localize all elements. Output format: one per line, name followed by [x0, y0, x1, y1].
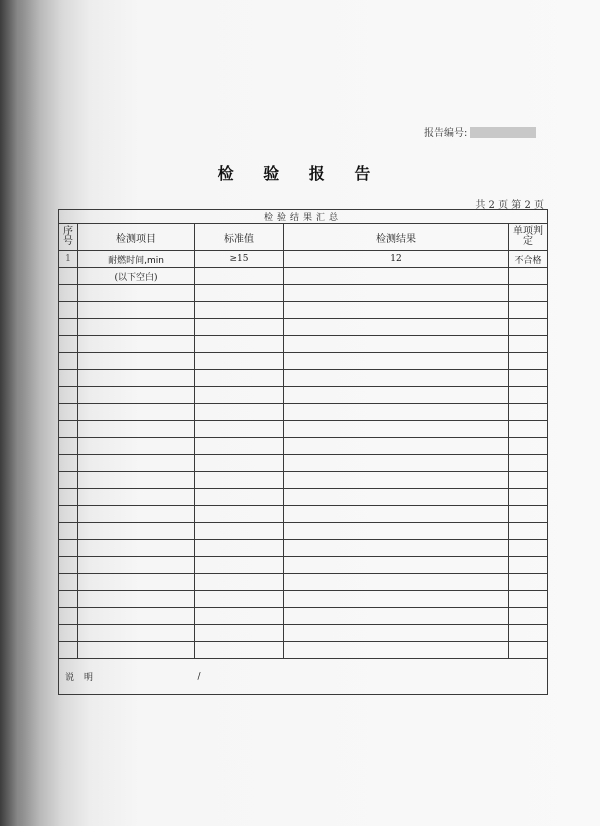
cell-index	[59, 268, 78, 285]
summary-title: 检验结果汇总	[59, 210, 548, 224]
cell-standard	[195, 268, 284, 285]
report-number	[424, 124, 536, 139]
cell-empty	[78, 404, 195, 421]
cell-empty	[509, 438, 548, 455]
col-result-header: 检测结果	[284, 224, 509, 251]
cell-empty	[59, 523, 78, 540]
cell-empty	[284, 438, 509, 455]
cell-empty	[59, 642, 78, 659]
cell-empty	[284, 642, 509, 659]
cell-empty	[284, 608, 509, 625]
cell-empty	[509, 489, 548, 506]
cell-empty	[195, 540, 284, 557]
cell-empty	[284, 472, 509, 489]
cell-empty	[78, 523, 195, 540]
cell-empty	[78, 336, 195, 353]
cell-empty	[284, 557, 509, 574]
cell-empty	[509, 472, 548, 489]
cell-empty	[78, 302, 195, 319]
cell-empty	[59, 455, 78, 472]
cell-empty	[59, 608, 78, 625]
cell-empty	[195, 438, 284, 455]
cell-empty	[59, 387, 78, 404]
table-body	[59, 251, 548, 695]
cell-empty	[59, 438, 78, 455]
col-index-header: 序号	[59, 224, 78, 251]
report-title: 检 验 报 告	[217, 164, 383, 183]
cell-empty	[509, 506, 548, 523]
cell-empty	[195, 455, 284, 472]
cell-empty	[284, 387, 509, 404]
cell-empty	[509, 591, 548, 608]
cell-empty	[78, 285, 195, 302]
cell-empty	[59, 302, 78, 319]
cell-empty	[195, 642, 284, 659]
table-row-empty	[59, 472, 548, 489]
cell-empty	[509, 642, 548, 659]
cell-empty	[195, 370, 284, 387]
cell-empty	[284, 489, 509, 506]
cell-empty	[195, 353, 284, 370]
cell-empty	[59, 370, 78, 387]
cell-empty	[59, 353, 78, 370]
table-row-empty	[59, 302, 548, 319]
cell-empty	[509, 574, 548, 591]
cell-empty	[509, 302, 548, 319]
table-row-empty	[59, 625, 548, 642]
cell-empty	[195, 472, 284, 489]
cell-empty	[195, 319, 284, 336]
cell-empty	[195, 557, 284, 574]
table-row-empty	[59, 421, 548, 438]
col-verdict-header: 单项判定	[509, 224, 548, 251]
table-row-empty	[59, 506, 548, 523]
table-row-empty	[59, 557, 548, 574]
cell-empty	[284, 353, 509, 370]
cell-empty	[78, 506, 195, 523]
cell-empty	[284, 319, 509, 336]
cell-empty	[59, 285, 78, 302]
binding-spine	[0, 0, 18, 826]
cell-empty	[509, 387, 548, 404]
cell-empty	[195, 421, 284, 438]
cell-empty	[284, 404, 509, 421]
cell-empty	[509, 336, 548, 353]
table-row-empty	[59, 319, 548, 336]
cell-empty	[509, 540, 548, 557]
cell-empty	[78, 625, 195, 642]
cell-item: 耐燃时间,min	[78, 251, 195, 268]
cell-empty	[509, 557, 548, 574]
table-row	[59, 251, 548, 268]
cell-empty	[509, 523, 548, 540]
cell-empty	[78, 557, 195, 574]
table-row-empty	[59, 370, 548, 387]
table-row-empty	[59, 387, 548, 404]
cell-empty	[195, 506, 284, 523]
cell-empty	[78, 608, 195, 625]
cell-empty	[284, 523, 509, 540]
cell-empty	[509, 285, 548, 302]
cell-empty	[195, 574, 284, 591]
cell-empty	[59, 404, 78, 421]
table-row-empty	[59, 455, 548, 472]
note-row	[59, 659, 548, 695]
cell-empty	[509, 625, 548, 642]
cell-empty	[59, 540, 78, 557]
redacted-number	[470, 127, 536, 138]
cell-empty	[59, 472, 78, 489]
cell-empty	[509, 608, 548, 625]
cell-empty	[195, 625, 284, 642]
cell-empty	[509, 455, 548, 472]
cell-empty	[284, 506, 509, 523]
table-row-empty	[59, 591, 548, 608]
cell-empty	[59, 336, 78, 353]
results-table	[58, 209, 548, 731]
cell-empty	[78, 574, 195, 591]
cell-empty	[509, 370, 548, 387]
cell-empty	[59, 421, 78, 438]
cell-empty	[59, 489, 78, 506]
cell-empty	[284, 421, 509, 438]
cell-empty	[78, 387, 195, 404]
cell-empty	[59, 319, 78, 336]
cell-empty	[284, 540, 509, 557]
table-row-empty	[59, 285, 548, 302]
cell-empty	[78, 472, 195, 489]
cell-empty	[78, 370, 195, 387]
cell-empty	[195, 404, 284, 421]
cell-empty	[284, 455, 509, 472]
cell-result	[284, 268, 509, 285]
cell-empty	[78, 455, 195, 472]
cell-empty	[509, 319, 548, 336]
cell-empty	[195, 523, 284, 540]
cell-empty	[509, 353, 548, 370]
cell-index: 1	[59, 251, 78, 268]
cell-empty	[195, 336, 284, 353]
cell-empty	[284, 302, 509, 319]
table-row	[59, 268, 548, 285]
col-standard-header: 标准值	[195, 224, 284, 251]
cell-empty	[59, 625, 78, 642]
cell-empty	[78, 438, 195, 455]
cell-empty	[195, 489, 284, 506]
note-text: /	[195, 659, 548, 695]
cell-empty	[509, 404, 548, 421]
cell-verdict	[509, 268, 548, 285]
cell-empty	[284, 285, 509, 302]
table-row-empty	[59, 540, 548, 557]
cell-empty	[59, 506, 78, 523]
cell-result: 12	[284, 251, 509, 268]
cell-empty	[195, 608, 284, 625]
cell-empty	[195, 591, 284, 608]
note-label: 说明	[59, 659, 195, 695]
cell-empty	[59, 574, 78, 591]
cell-empty	[78, 642, 195, 659]
table-row-empty	[59, 574, 548, 591]
cell-verdict: 不合格	[509, 251, 548, 268]
cell-empty	[78, 319, 195, 336]
cell-empty	[284, 336, 509, 353]
table-row-empty	[59, 489, 548, 506]
table-row-empty	[59, 438, 548, 455]
cell-empty	[78, 591, 195, 608]
table-row-empty	[59, 608, 548, 625]
cell-empty	[195, 302, 284, 319]
cell-empty	[78, 421, 195, 438]
table-row-empty	[59, 642, 548, 659]
report-number-label: 报告编号:	[424, 128, 468, 139]
cell-item: (以下空白)	[78, 268, 195, 285]
cell-empty	[195, 387, 284, 404]
table-row-empty	[59, 404, 548, 421]
cell-empty	[284, 574, 509, 591]
cell-standard: ≥15	[195, 251, 284, 268]
cell-empty	[509, 421, 548, 438]
table-row-empty	[59, 523, 548, 540]
table-row-empty	[59, 353, 548, 370]
cell-empty	[59, 591, 78, 608]
cell-empty	[78, 489, 195, 506]
table-row-empty	[59, 336, 548, 353]
page-count: 共 2 页 第 2 页	[475, 200, 544, 211]
cell-empty	[195, 285, 284, 302]
cell-empty	[78, 540, 195, 557]
col-item-header: 检测项目	[78, 224, 195, 251]
cell-empty	[284, 625, 509, 642]
cell-empty	[78, 353, 195, 370]
cell-empty	[284, 370, 509, 387]
cell-empty	[284, 591, 509, 608]
cell-empty	[59, 557, 78, 574]
